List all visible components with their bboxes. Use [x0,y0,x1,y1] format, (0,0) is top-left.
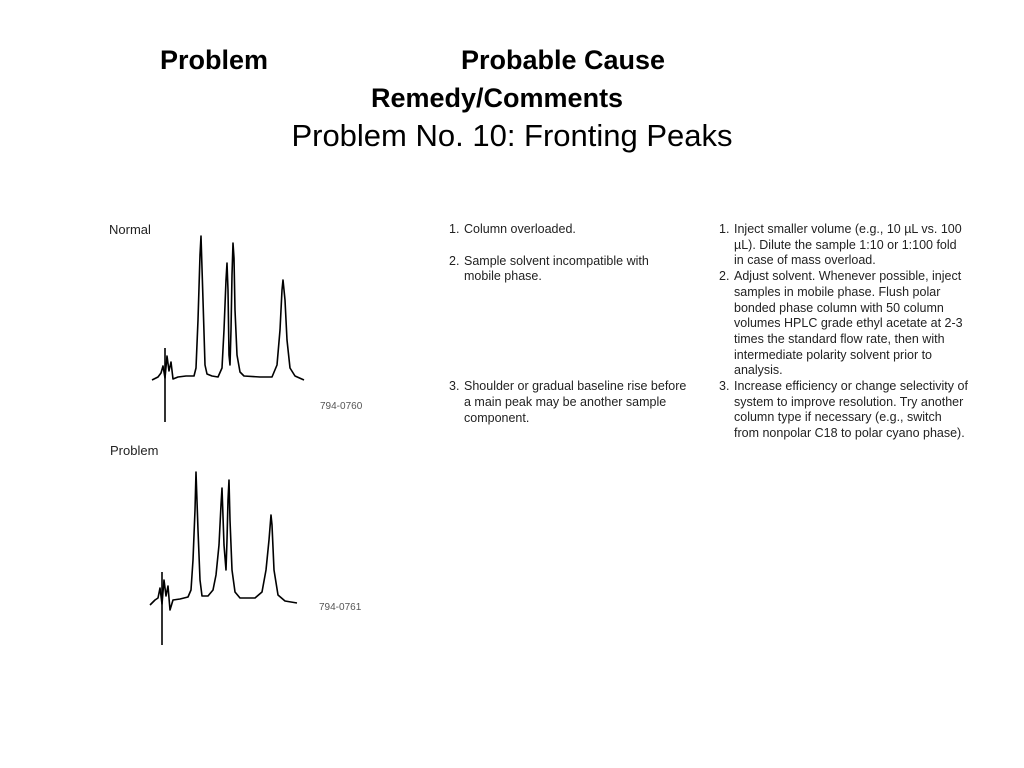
problem-label: Problem [110,443,159,458]
remedy-number: 3. [719,379,730,394]
normal-figure-code: 794-0760 [320,401,363,412]
cause-text: Sample solvent incompatible with mobile phase. [464,253,649,284]
probable-cause-list [449,222,689,426]
cause-number: 2. [449,253,460,268]
slide-title: Problem No. 10: Fronting Peaks [291,118,733,153]
problem-figure-code: 794-0761 [319,602,362,613]
cause-item [449,254,689,285]
cause-text: Column overloaded. [464,222,576,236]
remedy-number: 2. [719,269,730,284]
cause-item [449,222,689,238]
remedy-item [719,222,969,269]
cause-item [449,379,689,426]
cause-number: 3. [449,379,460,394]
problem-trace [150,472,297,610]
cause-text: Shoulder or gradual baseline rise before a main peak may be another sample component. [464,379,687,425]
header-problem: Problem [160,45,269,75]
remedy-item [719,269,969,379]
normal-label: Normal [109,222,151,237]
remedy-item [719,379,969,442]
header-remedy-comments: Remedy/Comments [371,83,624,113]
remedy-text: Increase efficiency or change selectivity of system to improve resolution. Try another column type if necessary (e.g., switch from nonpolar C18 to polar cyano phase). [734,379,968,441]
remedy-text: Adjust solvent. Whenever possible, inject samples in mobile phase. Flush polar bonded phase column with 50 column volumes HPLC grade ethyl acetate at 2-3 times the standard flow rate, then with intermediate polarity solvent prior to analysis. [734,269,963,378]
header-probable-cause: Probable Cause [461,45,666,75]
remedy-list [719,222,969,442]
remedy-number: 1. [719,222,730,236]
remedy-text: Inject smaller volume (e.g., 10 µL vs. 100 µL). Dilute the sample 1:10 or 1:100 fold in case of mass overload. [734,222,962,268]
cause-number: 1. [449,222,460,236]
